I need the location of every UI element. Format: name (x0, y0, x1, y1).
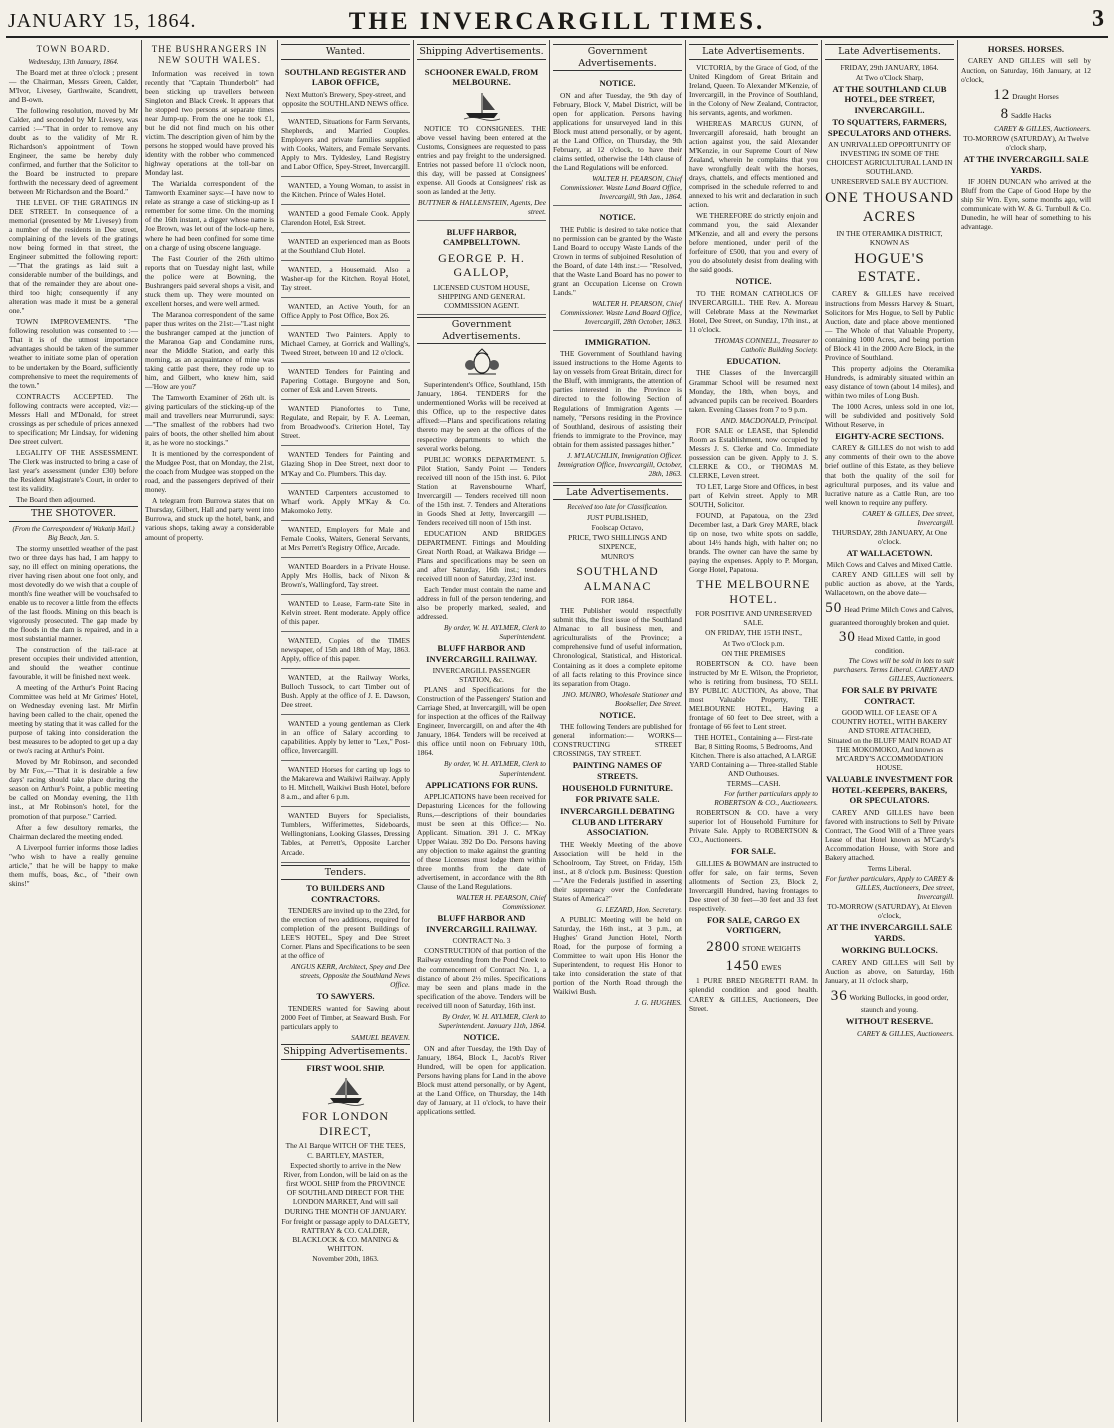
column-1 (6, 40, 142, 1422)
ad-text: WANTED, Employers for Male and Female Cooks, Waiters, General Servants, at Mrs Perrett's Registry Office, Arcade. (281, 524, 410, 552)
column-8 (958, 40, 1094, 1422)
ad-text: WANTED a good Female Cook. Apply Clarendon Hotel, Esk Street. (281, 208, 410, 227)
ad-block (281, 671, 410, 715)
ad-block (281, 179, 410, 205)
ad-text: Working Bullocks, in good order, staunch and young. (849, 992, 949, 1014)
ad-title: IMMIGRATION. (584, 336, 651, 347)
ad-title: NOTICE. (599, 212, 636, 223)
article-paragraph: Each Tender must contain the name and address in full of the person tendering, and also be properly marked, sealed, and addressed. (417, 585, 546, 622)
article-paragraph: CONTRACTS ACCEPTED. The following contracts were accepted, viz:—Messrs Hall and M'Donald, for street crossings as per schedule of prices annexed to specification; Mr Lindsay, for widening Dee street culvert. (9, 391, 138, 446)
page-number: 3 (1092, 6, 1104, 32)
ad-text: ON and after Tuesday, the 19th Day of January, 1864, Block I., Jacob's River Hundred, will be open for application. Persons having plans for Land in the above Block must attend personally, or by Agent, at the Land Office, on Thursday, the 14th day of January, at 11 o'clock, to have their applications settled. (417, 1044, 546, 1117)
ad-signature: BUTTNER & HALLENSTEIN, Agents, Dee street. (418, 197, 546, 216)
ad-text: TO LET, Large Store and Offices, in best part of Kelvin street. Apply to MR SOUTH, Solicitor. (689, 481, 818, 509)
ad-headline: HOGUE'S ESTATE. (854, 250, 925, 286)
ad-title: AT THE INVERCARGILL SALE YARDS. (963, 154, 1089, 175)
ad-text: ON THE PREMISES (721, 648, 786, 658)
ad-text: THE Classes of the Invercargill Grammar School will be resumed next Monday, the 18th, when boys, and advanced pupils can be received. Boarders taken. Evening Classes from 7 to 9 p.m. (689, 368, 818, 414)
ad-block (553, 333, 682, 483)
ad-text: Saddle Hacks (1010, 110, 1052, 120)
ad-text: WANTED Pianofortes to Tune, Regulate, and Repair, by F. A. Leeman, from Broadwood's. Criterion Hotel, Tay Street. (281, 404, 410, 441)
article-paragraph: Information was received in town recently that "Captain Thunderbolt" had been sticking up travellers between Singleton and Black Creek. It appears that he stopped two persons at separate times near Jump-up. From the one he took £1, but he did not find much on his other victim. The description given of him by the persons he stopped would have proved his identity with the robber who commenced highway operations at the toll-bar on Monday last. (145, 68, 274, 178)
ad-text: TO THE ROMAN CATHOLICS OF INVERCARGILL. THE Rev. A. Moreau will Celebrate Mass at the Newmarket Hotel, Dee Street, on Sunday, 17th inst., at 11 o'clock. (689, 288, 818, 334)
ad-text: WANTED, a Young Woman, to assist in the Kitchen. Prince of Wales Hotel. (281, 180, 410, 199)
column-2 (142, 40, 278, 1422)
ad-title: FOR SALE, CARGO EX VORTIGERN, (706, 914, 801, 936)
article-paragraph: The Board met at three o'clock ; present— the Chairman, Messrs Green, Calder, M'Ivor, Livesey, Garthwaite, Scandrett, and B-own. (9, 67, 138, 104)
ad-title: BLUFF HARBOR AND INVERCARGILL RAILWAY. (426, 913, 537, 934)
ship-icon (462, 91, 502, 121)
ad-text: At Two o'Clock p.m. (722, 638, 785, 648)
article-paragraph: A Liverpool furrier informs those ladies "who wish to have a really genuine article," that he will be happy to make them muffs, boas, &c., of "their own skins!" (9, 842, 138, 888)
ad-title: AT THE SOUTHLAND CLUB HOTEL, DEE STREET, INVERCARGILL. (832, 83, 947, 115)
article-paragraph: PUBLIC WORKS DEPARTMENT. 5. Pilot Station, Sandy Point — Tenders received till noon of the 15th inst. 6. Pilot Station at Ravensbourne Wharf, Invercargill — Tenders received till noon of the 15th inst. 7. Tenders and Alterations in Goods Shed at Jetty, Invercargill — Tenders received till noon of 15th inst. (417, 454, 546, 527)
ad-block (281, 63, 410, 113)
ad-text: Terms Liberal. (867, 863, 912, 873)
ad-block (553, 208, 682, 331)
ad-signature: CAREY & GILLES, Auctioneers. (857, 1028, 954, 1038)
ad-title: APPLICATIONS FOR RUNS. (425, 779, 538, 790)
ad-text: The A1 Barque WITCH OF THE TEES, (285, 1141, 406, 1151)
ad-block (281, 809, 410, 862)
ad-line (689, 957, 818, 975)
ad-text: WANTED, an Active Youth, for an Office Apply to Post Office, Box 26. (281, 302, 410, 321)
ad-block (417, 223, 546, 315)
ad-title: NOTICE. (599, 709, 636, 720)
ad-text: STONE WEIGHTS (742, 943, 801, 953)
ad-text: PRICE, TWO SHILLINGS AND SIXPENCE, (568, 532, 667, 551)
ad-signature: For further particulars, Apply to CAREY & GILLES, Auctioneers, Dee street, Invercargill. (825, 873, 954, 902)
ad-title: INVERCARGILL DEBATING CLUB AND LITERARY ASSOCIATION. (560, 806, 675, 838)
ad-text: C. BARTLEY, MASTER, (307, 1151, 384, 1161)
ad-block (281, 486, 410, 521)
ad-line (825, 599, 954, 626)
article-paragraph: LEGALITY OF THE ASSESSMENT. The Clerk was instructed to bring a case of last year's assessment (under £30) before the Resident Magistrate's Court, in order to test its validity. (9, 447, 138, 493)
ad-block (281, 634, 410, 669)
ad-text: Head Mixed Cattle, in good condition. (857, 633, 941, 655)
ad-text: Situated on the BLUFF MAIN ROAD AT THE MOKOMOKO, And known as M'CARDY'S ACCOMMODATION HOUSE. (827, 736, 952, 773)
article-paragraph: The Maranoa correspondent of the same paper thus writes on the 21st:—"Last night the bushranger camped at the junction of the Maranoa Gap and Condamine runs, near the Middle Station, and early this morning, as an acquaintance of mine was taking cattle past there, they rode up to him, and Gilbert, who knew him, said—'How are you?' (145, 309, 274, 391)
ad-block (281, 448, 410, 483)
ad-text: FOUND, at Papatoua, on the 23rd December last, a Dark Grey MARE, black tip on nose, two white spots on saddle, about 14½ hands high, with halter on; no brands. The owner can have the same by paying the expenses. Apply to P. Morgan, Gorge Hotel, Papatoua. (689, 510, 818, 575)
ad-text: IN THE OTERAMIKA DISTRICT, KNOWN AS (836, 228, 943, 247)
column-5 (550, 40, 686, 1422)
article-paragraph: A telegram from Burrowa states that on Thursday, Gilbert, Hall and party went into Burrowa, and stuck up the hotel, bank, and various shops, taking away a considerable amount of property. (145, 496, 274, 542)
article-paragraph: THE LEVEL OF THE GRATINGS IN DEE STREET. In consequence of a memorial (presented by Mr Livesey) from a number of the residents in Dee street, complaining of the levels of the gratings now being formed in that street, the Engineer submitted the following report:—"That the gratings as laid suit a considerable number of the buildings, and that of the remainder they are about one-third too high; consequently if any alteration was made it must be a general one." (9, 197, 138, 316)
newspaper-columns (6, 40, 1108, 1422)
ad-title: SCHOONER EWALD, FROM MELBOURNE. (424, 66, 539, 88)
ad-title: HORSES. HORSES. (987, 44, 1065, 54)
section-subheading: (From the Correspondent of Wakatip Mail.) (12, 524, 135, 533)
section-heading: Late Advertisements. (553, 485, 682, 501)
article-paragraph: Superintendent's Office, Southland, 15th January, 1864. TENDERS for the undermentioned Works will be received at this Office, up to the respective dates affixed:—Plans and specifications relating thereto may be seen at the offices of the respective departments to which the several works belong. (417, 380, 546, 453)
ad-block (553, 74, 682, 206)
ad-text: FRIDAY, 29th JANUARY, 1864. (840, 62, 939, 72)
ad-text: CAREY & GILLES have received instructions from Messrs Harvey & Stuart, Solicitors for Mrs Hogue, to Sell by Public Auction, date and place above mentioned— The Whole of that Valuable Property, containing 1000 Acres, and being portion of Block 41 in the 2000 Acre Block, in the Province of Southland. (825, 289, 954, 362)
ad-text: WANTED an experienced man as Boots at the Southland Club Hotel. (281, 236, 410, 255)
article-paragraph: The Fast Courier of the 26th ultimo reports that on Tuesday night last, while the police were at Bowning, the Bushrangers paid several shops a visit, and stuck them up. They were mounted on excellent horses, and were well armed. (145, 253, 274, 308)
article-paragraph: EDUCATION AND BRIDGES DEPARTMENT. Fittings and Moulding Great North Road, at Waikawa Bridge — Plans and specifications may be seen on and after Saturday, 16th inst.; tenders received till noon of Saturday, 23rd inst. (417, 528, 546, 583)
ad-block (281, 402, 410, 446)
ad-text: LICENSED CUSTOM HOUSE, SHIPPING AND GENERAL COMMISSION AGENT. (433, 283, 530, 311)
ad-text: NOTICE TO CONSIGNEES. THE above vessel having been entered at the Customs, Consignees are requested to pass entries and pay freight to the undersigned. Entries not passed before 11 o'clock noon, this day, will be passed at Consignees' expense. All Goods at Consignees' risk as soon as landed at the Jetty. (417, 123, 546, 196)
newspaper-title: THE INVERCARGILL TIMES. (348, 8, 766, 35)
ad-headline: THE MELBOURNE HOTEL. (696, 577, 811, 606)
ad-text: THE following Tenders are published for general information:— WORKS—CONSTRUCTING STREET CROSSINGS, TAY STREET. (553, 722, 682, 759)
ad-title: TO SQUATTERS, FARMERS, SPECULATORS AND OTHERS. (827, 117, 952, 138)
ad-line (825, 987, 954, 1014)
ad-block (281, 763, 410, 807)
ad-signature: J. M'LAUCHLIN, Immigration Officer. Immigration Office, Invercargill, October, 28th, 1863. (557, 450, 682, 478)
ad-signature: SAMUEL BEAVEN. (350, 1032, 410, 1042)
big-number: 2800 (706, 938, 741, 955)
ad-text: MUNRO'S (601, 552, 634, 561)
ad-text: GILLIES & BOWMAN are instructed to offer for sale, on fair terms, Seven allotments of Section 23, Block 2, Invercargill Hundred, having frontages to Dee street of 30 feet—30 feet and 33 feet respectively. (689, 858, 818, 913)
ad-text: Draught Horses (1012, 91, 1059, 101)
article-paragraph: After a few desultory remarks, the Chairman declared the meeting ended. (9, 822, 138, 841)
ad-title: NOTICE. (735, 276, 772, 287)
ad-text: CAREY AND GILLES will sell by public auction as above, at the Yards, Wallacetown, on the above date— (825, 570, 954, 598)
ad-text: IF JOHN DUNCAN who arrived at the Bluff from the Cape of Good Hope by the ship Sir Wm. Eyre, some months ago, will communicate with W. & G. Turnbull & Co. Dunedin, he will hear of something to his advantage. (961, 177, 1091, 232)
ad-text: WANTED Buyers for Specialists, Tumblers, Wifferimettes, Sideboards, Wellingtonians, Looking Glasses, Dressing Tables, at Perrett's, Opposite Larcher Arcade. (281, 811, 410, 857)
article-paragraph: It is mentioned by the correspondent of the Mudgee Post, that on Monday, the 21st, the coach from Mudgee was stopped on the road, and the passengers deprived of their money. (145, 449, 274, 495)
royal-arms-icon (462, 347, 502, 377)
big-number: 8 (1000, 105, 1010, 122)
ad-text: Head Prime Milch Cows and Calves, guaranteed thoroughly broken and quiet. (829, 605, 954, 627)
ad-text: ROBERTSON & CO. have a very superior lot of Household Furniture for Private Sale. Apply to ROBERTSON & CO., Auctioneers. (689, 808, 818, 845)
section-subheading: Wednesday, 13th January, 1864. (28, 57, 119, 66)
section-heading: Government Advertisements. (553, 44, 682, 71)
dateline: Big Beach, Jan. 5. (47, 534, 100, 543)
ad-text: CAREY AND GILLES will Sell by Auction as above, on Saturday, 16th January, at 11 o'clock sharp, (825, 957, 954, 985)
ad-text: FOR POSITIVE AND UNRESERVED SALE. (695, 609, 812, 628)
ad-text: 1 PURE BRED NEGRETTI RAM. In splendid condition and good health. CAREY & GILLES, Auctioneers, Dee Street. (689, 976, 818, 1013)
ad-text: ROBERTSON & CO. have been instructed by Mr E. Wilson, the Proprietor, who is retiring from business, TO SELL BY PUBLIC AUCTION, As above, That most Valuable Property, THE MELBOURNE HOTEL, Having a frontage of 60 feet to Dee street, with a frontage of 66 feet to Lent street. (689, 658, 818, 731)
ad-line (825, 628, 954, 655)
section-heading: Late Advertisements. (825, 44, 954, 60)
ad-text: The 1000 Acres, unless sold in one lot, will be subdivided and positively Sold Without Reserve, in (825, 401, 954, 429)
ad-text: PLANS and Specifications for the Construction of the Passengers' Station and Carriage Shed, at Invercargill, will be open for inspection at the offices of the Railway Engineer, Invercargill, on and after the 4th January, 1864. Tenders will be received at this office until noon on February 10th, 1864. (417, 685, 546, 758)
ad-signature: THOMAS CONNELL, Treasurer to Catholic Building Society. (714, 335, 818, 354)
ad-title: BLUFF HARBOR, CAMPBELLTOWN. (442, 226, 521, 248)
article-paragraph: The Warialda correspondent of the Tamworth Examiner says:—I have now to relate as strange a case of sticking-up as I remember for some time. On the morning of the 16th instant, a digger whose name is Joe Brown, was let out of the lock-up here, where he had been confined for some time on a charge of using obscene language. (145, 179, 274, 252)
ad-text: CONTRACT No. 3 (452, 936, 511, 946)
ad-title: HOUSEHOLD FURNITURE. FOR PRIVATE SALE. (562, 783, 673, 804)
ad-text: THE Public is desired to take notice that no permission can be granted by the Waste Land Board to occupy Waste Lands of the Crown in terms of subjoined Resolution of the Board, of date 14th inst.:— "Resolved, that the Waste Land Board has no power to grant an Occupation License on Crown Lands." (553, 224, 682, 297)
ad-text: GOOD WILL OF LEASE OF A COUNTRY HOTEL, WITH BAKERY AND STORE ATTACHED, (831, 708, 948, 736)
ad-title: TO SAWYERS. (316, 991, 375, 1002)
ad-block (281, 235, 410, 261)
ad-text: THE Publisher would respectfully submit this, the first issue of the Southland Almanac to all business men, and agriculturalists of the Province; a comprehensive fund of useful information, Chronological, Statistical, and Historical. Containing as it does a complete epitome of all facts relating to this Province since its separation from Otago. (553, 606, 682, 688)
ad-text: FOR 1864. (601, 596, 634, 606)
ad-line (689, 938, 818, 956)
ad-text: TERMS—CASH. (726, 778, 781, 788)
ad-text: CAREY AND GILLES will sell by Auction, on Saturday, 16th January, at 12 o'clock, (961, 56, 1091, 84)
ad-text: THE HOTEL, Containing a— First-rate Bar, 8 Sitting Rooms, 5 Bedrooms, And Kitchen. There is also attached, A LARGE YARD Containing a— Three-stalled Stable AND Outhouses. (689, 732, 818, 778)
ad-title: AT WALLACETOWN. (846, 547, 933, 558)
ad-block (281, 115, 410, 177)
ad-title: FOR SALE BY PRIVATE CONTRACT. (841, 685, 938, 706)
column-6 (686, 40, 822, 1422)
ad-title: TO BUILDERS AND CONTRACTORS. (306, 883, 385, 904)
article-paragraph: WHEREAS MARCUS GUNN, of Invercargill aforesaid, hath brought an action against you, the said Alexander M'Kenzie, in our Supreme Court of New Zealand, wherein he complains that you have wrongfully dealt with the horses, drays, chattels, and effects mentioned and comprised in the schedule referred to and annexed to his writ and declaration in such action. (689, 118, 818, 210)
ad-signature: WALTER H. PEARSON, Chief Commissioner. Waste Land Board Office, Invercargill, 28th October, 1863. (560, 298, 682, 326)
section-heading: THE BUSHRANGERS IN NEW SOUTH WALES. (151, 44, 268, 65)
ad-block (281, 328, 410, 363)
column-4 (414, 40, 550, 1422)
section-heading: THE SHOTOVER. (9, 506, 138, 522)
section-heading: Government Advertisements. (417, 317, 546, 344)
ad-signature: By order, W. H. AYLMER, Clerk to Superintendent. (444, 759, 546, 778)
article-paragraph: A meeting of the Arthur's Point Racing Committee was held at Mr Grimes' Hotel, on Wednesday evening last. Mr Mirfin having been called to the chair, opened the meeting by stating that it was called for the purpose of taking into consideration the best measures to be adopted to get up a day or two's racing at Arthur's Point. (9, 683, 138, 756)
section-heading: Shipping Advertisements. (417, 44, 546, 60)
ad-text: WANTED to Lease, Farm-rate Site in Kelvin street. Rent moderate. Apply office of this paper. (281, 598, 410, 626)
ad-signature: G. LEZARD, Hon. Secretary. (596, 904, 682, 914)
ad-signature: J. G. HUGHES. (634, 998, 682, 1008)
column-7 (822, 40, 958, 1422)
big-number: 1450 (725, 958, 760, 975)
ad-text: INVERCARGILL PASSENGER STATION, &c. (432, 666, 531, 685)
ad-text: TO-MORROW (SATURDAY), At Twelve o'clock sharp, (963, 134, 1089, 153)
ad-block (281, 263, 410, 298)
section-heading: Late Advertisements. (689, 44, 818, 60)
ad-block (417, 63, 546, 221)
ad-block (281, 597, 410, 632)
ad-line (961, 105, 1091, 123)
ad-text: THURSDAY, 28th JANUARY, At One o'clock. (831, 527, 948, 546)
ad-text: WANTED Two Painters. Apply to Michael Carney, at Gorrick and Walling's, Tweed Street, between 10 and 12 o'clock. (281, 330, 410, 358)
ad-text: WANTED Boarders in a Private House. Apply Mrs Hollis, back of Nixon & Brown's, Wallingford, Tay street. (281, 561, 410, 589)
ad-text: A PUBLIC Meeting will be held on Saturday, the 16th inst., at 3 p.m., at Hughes' Grand Junction Hotel, North Road, for the purpose of forming a Committee to wait upon His Honor the Superintendent, to request His Honor to take into consideration the state of that portion of the North Road through the Waikiwi Bush. (553, 914, 682, 997)
ad-title: AT THE INVERCARGILL SALE YARDS. (826, 922, 953, 943)
section-heading: Tenders. (281, 865, 410, 881)
ad-text: Foolscap Octavo, (591, 522, 644, 532)
article-paragraph: Moved by Mr Robinson, and seconded by Mr Fox,—"That it is desirable a few days' racing should take place during the season on Arthur's Point, a public meeting be called on Monday evening, the 11th inst., at Mr Robinson's hotel, for the promotion of that purpose." Carried. (9, 757, 138, 821)
ad-title: NOTICE. (463, 1031, 500, 1042)
ad-text: Next Mutton's Brewery, Spey-street, and opposite the SOUTHLAND NEWS office. (282, 89, 409, 108)
column-3 (278, 40, 414, 1422)
masthead (0, 0, 1114, 40)
section-heading: Wanted. (281, 44, 410, 60)
ad-text: ON and after Tuesday, the 9th day of February, Block V, Mabel District, will be open for application. Persons having applications for unsurveyed land in this Block must attend personally, or by agent, at the Land Office, on Thursday, the 9th February, at 12 o'clock, to have their claims settled, otherwise the 14th clause of the Land Regulations will be enforced. (553, 90, 682, 172)
ad-text: This property adjoins the Oteramika Hundreds, is admirably situated within an easy distance of town (about 14 miles), and within two miles of Long Bush. (825, 363, 954, 400)
ad-headline: SOUTHLAND ALMANAC (576, 564, 659, 593)
article-paragraph: The Board then adjourned. (16, 494, 96, 504)
section-subheading: Received too late for Classification. (567, 503, 668, 512)
issue-date: JANUARY 15, 1864. (8, 10, 197, 32)
ad-date: November 20th, 1863. (312, 1253, 379, 1263)
ad-block (281, 523, 410, 558)
ad-text: THE Weekly Meeting of the above Association will be held in the Schoolroom, Tay Street, on Friday, 15th inst., at 8 o'clock p.m. Business: Question—"Are the Federals justified in asserting their supremacy over the Confederate States of America?" (553, 839, 682, 903)
ad-text: WANTED Carpenters accustomed to Wharf work. Apply M'Kay & Co. Makomoko Jetty. (281, 487, 410, 515)
ad-text: CONSTRUCTION of that portion of the Railway extending from the Pond Creek to the commencement of Contract No. 1, a distance of about 2½ miles. Specifications may be seen and plans made in the specification of the above. Tenders will be received till noon of Saturday, 16th inst. (417, 946, 546, 1010)
ad-title: PAINTING NAMES OF STREETS. (572, 760, 663, 781)
ad-text: TENDERS are invited up to the 23rd, for the erection of two additions, required for completion of the present Buildings of LEE'S HOTEL, Spey and Dee Street Corner. Plans and Specifications to be seen at the office of (281, 906, 410, 961)
ad-title: VALUABLE INVESTMENT FOR HOTEL-KEEPERS, BAKERS, OR SPECULATORS. (826, 774, 953, 806)
big-number: 12 (993, 86, 1011, 103)
ad-text: At Two o'Clock Sharp, (855, 72, 924, 82)
ad-text: CAREY AND GILLES have been favored with instructions to Sell by Private Contract, The Good Will of a Three years Lease of that Hotel known as M'Cardy's Accommodation House, with Store and Bakery attached. (825, 807, 954, 862)
ad-text: THE Government of Southland having issued instructions to the Home Agents to lay on vessels from Great Britain, direct for the Bluff, with immigrants, the attention of parties interested in the Province is directed to the following Section of Regulations of Immigration Agents — namely, "Persons residing in the Province of Southland, desirous of assisting their friends to immigrate to the Province, may obtain for them assisted passages hither." (553, 349, 682, 449)
ad-text: FOR SALE or LEASE, that Splendid Room as Establishment, now occupied by Messrs J. S. Clerke and Co. Immediate possession can be given. Apply to J. S. CLERKE & CO., or THOMAS M. CLERKE, Leven street. (689, 425, 818, 480)
ad-text: CAREY & GILLES do not wish to add any comments of their own to the above brief outline of this Estate, as they believe that both the quality of the soil for agricultural purposes, and its value and lucrative nature as a Cattle Run, are too well known to require any puffery. (825, 443, 954, 507)
ad-signature: WALTER H. PEARSON, Chief Commissioner. (456, 893, 546, 912)
ad-title: NOTICE. (599, 78, 636, 89)
ad-block (281, 300, 410, 326)
ad-text: Milch Cows and Calves and Mixed Cattle. (826, 560, 953, 570)
ad-title: FOR SALE. (731, 846, 776, 857)
big-number: 30 (838, 628, 856, 645)
ad-title: WITHOUT RESERVE. (845, 1016, 934, 1027)
ad-signature: JNO. MUNRO, Wholesale Stationer and Bookseller, Dee Street. (562, 689, 682, 708)
section-heading: TOWN BOARD. (36, 44, 111, 54)
big-number: 36 (830, 987, 848, 1004)
ad-text: WANTED a young gentleman as Clerk in an office of Salary according to capabilities. Apply by letter to "Lex," Post-office, Invercargill. (281, 719, 410, 756)
section-heading: Shipping Advertisements. (281, 1044, 410, 1060)
ad-text: WANTED, Copies of the TIMES newspaper, of 15th and 18th of May, 1863. Apply, office of this paper. (281, 635, 410, 663)
ad-signature: ANGUS KERR, Architect, Spey and Dee streets, Opposite the Southland News Office. (291, 962, 410, 990)
ad-signature: WALTER H. PEARSON, Chief Commissioner. Waste Land Board Office, Invercargill, 9th Jan., 1864. (560, 173, 682, 201)
ad-text: EWES (761, 963, 782, 973)
ad-text: AN UNRIVALLED OPPORTUNITY OF INVESTING IN SOME OF THE CHOICEST AGRICULTURAL LAND IN SOUTHLAND. (826, 140, 953, 177)
ad-text: WANTED Tenders for Painting and Papering Cottage. Burgoyne and Son, corner of Esk and Leven Streets. (281, 367, 410, 395)
ad-text: WANTED, at the Railway Works, Bulloch Tussock, to cart Timber out of Bush. Apply at the office of J. E. Dawson, Dee street. (281, 673, 410, 710)
ad-signature: For further particulars apply to ROBERTSON & CO., Auctioneers. (714, 789, 818, 808)
ship-icon (326, 1076, 366, 1106)
ad-headline: ONE THOUSAND ACRES (825, 190, 954, 225)
article-paragraph: VICTORIA, by the Grace of God, of the United Kingdom of Great Britain and Ireland, Queen. To Alexander M'Kenzie, of Invercargill, in the Province of Southland, in the Colony of New Zealand, Contractor, his servants, agents, and workmen. (689, 62, 818, 117)
ad-text: WANTED Tenders for Painting and Glazing Shop in Dee Street, next door to M'Kay and Co. Plumbers. This day. (281, 450, 410, 478)
article-paragraph: The Tamworth Examiner of 26th ult. is giving particulars of the sticking-up of the mail and travellers near Murrurundi, says:—"The smallest of the robbers had two pairs of boots, the other shelled him about it, as he wore no stockings." (145, 393, 274, 448)
article-paragraph: WE THEREFORE do strictly enjoin and command you, the said Alexander M'Kenzie, and all and every the persons before mentioned, under peril of the forfeiture of £500, that you and every of you do absolutely desist from dealing with the said goods. (689, 211, 818, 275)
ad-text: WANTED, a Housemaid. Also a Washer-up for the Kitchen. Royal Hotel, Tay street. (281, 264, 410, 293)
ad-text: TO-MORROW (SATURDAY), At Eleven o'clock, (827, 902, 952, 921)
ad-title: FIRST WOOL SHIP. (306, 1062, 385, 1073)
ad-block (281, 365, 410, 400)
ad-text: WANTED, Situations for Farm Servants, Shepherds, and Married Couples. Employers and private families supplied with Cooks, Waiters, and Female Servants. Apply to Mrs. Tyldesley, Land Registry and Labor Office, Spey-Street, Invercargill. (281, 116, 410, 171)
ad-title: WORKING BULLOCKS. (841, 945, 938, 956)
ad-headline: GEORGE P. H. GALLOP, (438, 250, 525, 280)
ad-signature: CAREY & GILLES, Auctioneers. (994, 124, 1091, 134)
ad-block (281, 717, 410, 761)
ad-text: For freight or passage apply to DALGETY, RATTRAY & CO. CALDER, BLACKLOCK & CO. MANING & WHITTON. (281, 1216, 410, 1253)
article-paragraph: TOWN IMPROVEMENTS. "The following resolution was consented to :—That it is of the utmost importance advantages should be taken of the summer weather to initiate some plan of operation to be undertaken by the Board, sufficiently comprehensive to meet the requirements of the town." (9, 317, 138, 390)
ad-signature: By Order, W. H. AYLMER, Clerk to Superintendent. January 11th, 1864. (438, 1011, 546, 1030)
article-paragraph: The following resolution, moved by Mr Calder, and seconded by Mr Livesey, was carried :—"That in order to remove any doubt as to the validity of Mr R. Richardson's appointment of Town Engineer, the same be hereby duly confirmed, and further that the Solicitor to the Board be instructed to prepare forthwith the necessary deed of agreement between Mr Richardson and the Board." (9, 105, 138, 196)
ad-text: Expected shortly to arrive in the New River, from London, will be laid on as the first WOOL SHIP from the PROVINCE OF SOUTHLAND DIRECT FOR THE LONDON MARKET, And will sail DURING THE MONTH OF JANUARY. (283, 1161, 408, 1216)
ad-text: WANTED Horses for carting up logs to the Makarewa and Waikiwi Railway. Apply to H. Mitchell, Waikiwi Bush Hotel, before 8 a.m., and after 6 p.m. (281, 765, 410, 802)
ad-text: JUST PUBLISHED, (586, 512, 649, 522)
ad-signature: The Cows will be sold in lots to suit purchasers. Terms Liberal. CAREY AND GILLES, Auctioneers. (833, 656, 954, 684)
ad-title: EDUCATION. (726, 356, 781, 366)
ad-text: APPLICATIONS have been received for Depasturing Licences for the following Runs,—descriptions of their boundaries must be seen at this Office:— No. Applicant. Situation. 391 J. C. M'Kay Upper Waiau. 392 Do Do. Persons having any objection to make against the granting of these Licenses must lodge them within three months from the date of advertisement, in accordance with the 8th Clause of the Land Regulations. (417, 792, 546, 892)
ad-title: BLUFF HARBOR AND INVERCARGILL RAILWAY. (426, 643, 537, 664)
ad-text: UNRESERVED SALE BY AUCTION. (831, 177, 948, 187)
ad-block (281, 560, 410, 595)
ad-line (961, 86, 1091, 104)
masthead-rule (6, 36, 1108, 38)
ad-signature: AND. MACDONALD, Principal. (720, 415, 818, 425)
ad-block (281, 207, 410, 233)
big-number: 50 (825, 600, 843, 617)
ad-text: ON FRIDAY, THE 15TH INST., (705, 628, 802, 638)
article-paragraph: The stormy unsettled weather of the past two or three days has had, I am happy to say, no ill effect on mining operations, the river having risen about one foot only, and most devotedly do we wish that a couple of month's fine weather will be vouchsafed to enable us to recover a little from the effects of the last floods. Mining on this beach is vigorously prosecuted. The gap made by the floods in the dam is repaired, and in a most substantial manner. (9, 543, 138, 643)
ad-title: EIGHTY-ACRE SECTIONS. (835, 430, 944, 441)
ad-title: SOUTHLAND REGISTER AND LABOR OFFICE, (284, 66, 407, 88)
article-paragraph: The construction of the tail-race at present occupies their undivided attention, and should the weather continue favourable, it will be finished next week. (9, 644, 138, 682)
ad-headline: FOR LONDON DIRECT, (301, 1109, 389, 1138)
ad-text: TENDERS wanted for Sawing about 2000 Feet of Timber, at Seaward Bush. For particulars apply to (281, 1003, 410, 1031)
ad-signature: CAREY & GILLES, Dee street, Invercargill. (862, 508, 954, 527)
ad-signature: By order, W. H. AYLMER, Clerk to Superintendent. (444, 623, 546, 642)
